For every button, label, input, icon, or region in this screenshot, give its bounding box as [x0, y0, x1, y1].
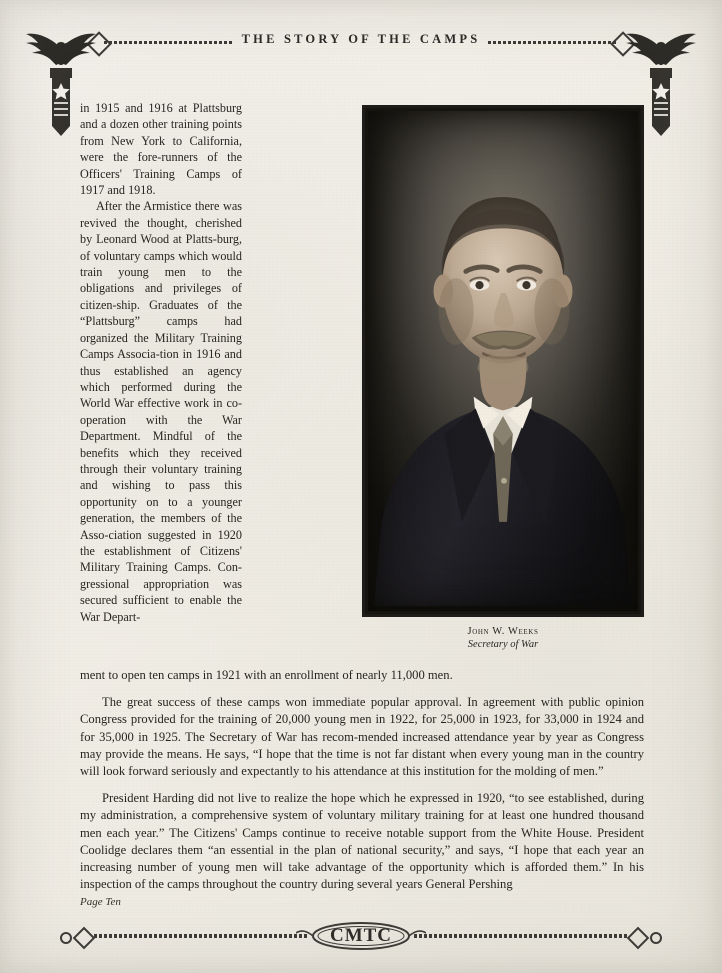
caption-role: Secretary of War [467, 639, 539, 650]
footer-dot-left-icon [60, 932, 72, 944]
paragraph-armistice: After the Armistice there was revived the thought, cherished by Leonard Wood at Platts-burg, of voluntary camps which would train young men to the obligations and privileges of citizen-ship. Graduates of the “Plattsburg” camps had organized the Military Training Camps Associa-tion in 1916 and thus established an agency which performed during the World War effective work in co-operation with the War Department. Mindful of the benefits which they received through their voluntary training and wishing to pass this opportunity on to a younger generation, the members of the Asso-ciation suggested in 1920 the establishment of Citizens' Military Training Camps. Con-gressional appropriation was secured sufficient to enable the War Depart- [80, 199, 242, 624]
footer-rule-right [414, 934, 628, 938]
paragraph-harding: President Harding did not live to realize the hope which he expressed in 1920, “to see established, during my administration, a comprehensive system of voluntary military training for at least one hundred thousand men each year.” The Citizens' Camps continue to receive notable support from the White House. President Coolidge declares them “an essential in the plan of national security,” and says, “I hope that each year an increasing number of young men will take advantage of the opportunity which is afforded them.” In his inspection of the camps throughout the country during several years General Pershing [80, 791, 644, 892]
footer-logo-text: CMTC [329, 925, 393, 946]
photo-frame [362, 105, 644, 617]
caption-name: John W. Weeks [467, 626, 539, 637]
portrait-photo [368, 111, 638, 611]
footer-ornament [60, 921, 662, 951]
running-header-title: THE STORY OF THE CAMPS [241, 32, 481, 46]
footer-logo-frame-icon [296, 921, 426, 951]
paragraph-success: The great success of these camps won immediate popular approval. In agreement with public opinion Congress provided for the training of 20,000 young men in 1922, for 25,000 in 1923, for 33,000 in 1924 and for 35,000 in 1925. The Secretary of War has recom-mended increased attendance year by year as Congress may provide the means. He says, “I hope that the time is not far distant when every young man in the country will look forward seriously and expectantly to his attendance at this institution for the molding of men.” [80, 695, 644, 779]
footer-logo [296, 921, 426, 951]
footer-diamond-right-icon [627, 927, 650, 950]
running-header [90, 30, 632, 54]
footer-rule-left [94, 934, 308, 938]
figure-caption [362, 625, 644, 651]
portrait-figure [362, 105, 644, 651]
footer-diamond-left-icon [73, 927, 96, 950]
left-text-column [80, 100, 242, 625]
top-block [80, 100, 644, 665]
page-content [80, 100, 644, 893]
full-width-text [80, 667, 644, 893]
paragraph-continued: in 1915 and 1916 at Plattsburg and a dozen other training points from New York to California, were the fore-runners of the Officers' Training Camps of 1917 and 1918. [80, 101, 242, 198]
footer-dot-right-icon [650, 932, 662, 944]
paragraph-camps-open: ment to open ten camps in 1921 with an enrollment of nearly 11,000 men. [80, 668, 453, 682]
page-number: Page Ten [80, 896, 121, 908]
